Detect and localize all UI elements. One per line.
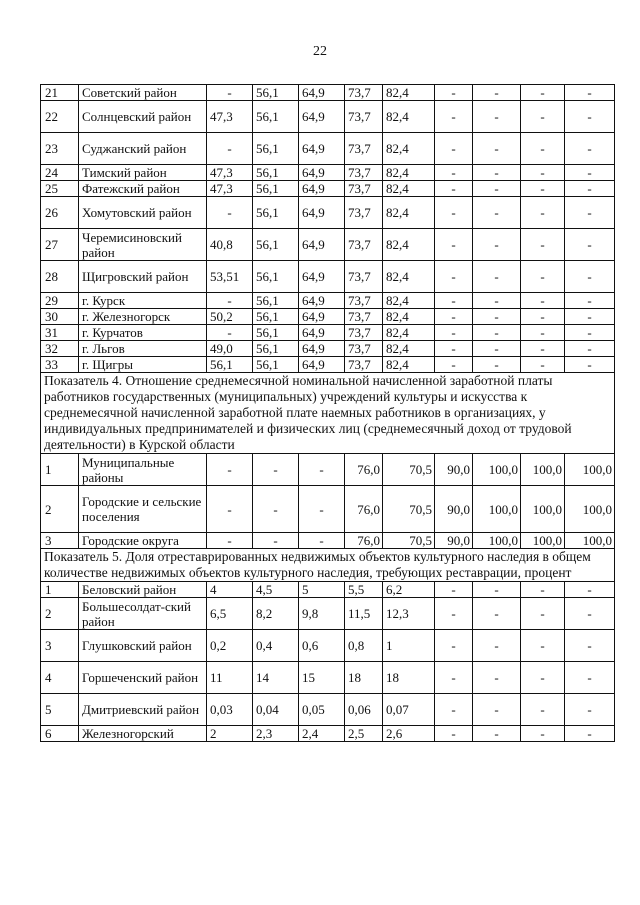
row-value: -	[565, 85, 615, 101]
row-value: 50,2	[207, 309, 253, 325]
indicator-title-row	[41, 373, 615, 454]
row-value: -	[435, 630, 473, 662]
row-value: -	[207, 454, 253, 486]
row-value: 0,06	[345, 694, 383, 726]
row-value: 100,0	[521, 533, 565, 549]
row-value: 11,5	[345, 598, 383, 630]
row-value: 73,7	[345, 165, 383, 181]
row-value: -	[565, 726, 615, 742]
row-value: -	[521, 341, 565, 357]
row-value: 9,8	[299, 598, 345, 630]
row-value: -	[473, 229, 521, 261]
row-value: 70,5	[383, 486, 435, 533]
row-value: -	[521, 357, 565, 373]
row-number: 4	[41, 662, 79, 694]
row-value: 0,6	[299, 630, 345, 662]
row-value: 47,3	[207, 165, 253, 181]
row-value: 14	[253, 662, 299, 694]
row-number: 6	[41, 726, 79, 742]
table-row	[41, 181, 615, 197]
row-value: 47,3	[207, 101, 253, 133]
row-value: -	[435, 197, 473, 229]
row-value: -	[435, 85, 473, 101]
row-value: 73,7	[345, 309, 383, 325]
row-value: 82,4	[383, 309, 435, 325]
row-value: 64,9	[299, 165, 345, 181]
row-value: -	[521, 309, 565, 325]
row-value: 56,1	[253, 309, 299, 325]
row-name: Муниципальные районы	[79, 454, 207, 486]
row-number: 22	[41, 101, 79, 133]
row-value: -	[435, 309, 473, 325]
row-value: 56,1	[253, 85, 299, 101]
row-value: 11	[207, 662, 253, 694]
row-value: -	[521, 197, 565, 229]
row-name: Большесолдат-ский район	[79, 598, 207, 630]
row-value: 56,1	[253, 341, 299, 357]
row-value: 73,7	[345, 181, 383, 197]
row-value: 53,51	[207, 261, 253, 293]
row-value: -	[521, 582, 565, 598]
row-value: 82,4	[383, 181, 435, 197]
row-value: 4	[207, 582, 253, 598]
row-value: 64,9	[299, 85, 345, 101]
row-value: 0,8	[345, 630, 383, 662]
row-value: -	[435, 261, 473, 293]
row-value: 64,9	[299, 101, 345, 133]
row-value: -	[207, 486, 253, 533]
row-value: 56,1	[253, 261, 299, 293]
row-value: 76,0	[345, 454, 383, 486]
row-value: 2,4	[299, 726, 345, 742]
row-value: 73,7	[345, 357, 383, 373]
row-value: -	[435, 341, 473, 357]
row-value: -	[473, 357, 521, 373]
table-row	[41, 229, 615, 261]
row-value: 64,9	[299, 341, 345, 357]
row-value: 100,0	[565, 533, 615, 549]
row-value: -	[473, 181, 521, 197]
table-row	[41, 341, 615, 357]
row-value: 56,1	[253, 325, 299, 341]
row-value: 82,4	[383, 197, 435, 229]
row-value: -	[435, 101, 473, 133]
row-value: 6,5	[207, 598, 253, 630]
row-value: -	[435, 662, 473, 694]
row-number: 21	[41, 85, 79, 101]
row-value: -	[435, 726, 473, 742]
row-number: 31	[41, 325, 79, 341]
row-name: Дмитриевский район	[79, 694, 207, 726]
table-row	[41, 598, 615, 630]
table-row	[41, 486, 615, 533]
row-value: 64,9	[299, 357, 345, 373]
table-row	[41, 582, 615, 598]
row-value: -	[521, 598, 565, 630]
row-value: 82,4	[383, 165, 435, 181]
row-value: -	[521, 229, 565, 261]
row-value: 56,1	[207, 357, 253, 373]
row-value: 2,5	[345, 726, 383, 742]
row-value: -	[565, 582, 615, 598]
row-value: -	[207, 533, 253, 549]
row-value: -	[565, 662, 615, 694]
row-value: -	[207, 293, 253, 309]
table-row	[41, 309, 615, 325]
row-value: -	[435, 582, 473, 598]
row-value: 2,3	[253, 726, 299, 742]
row-name: Городские округа	[79, 533, 207, 549]
row-value: 2,6	[383, 726, 435, 742]
row-value: -	[207, 197, 253, 229]
row-value: 49,0	[207, 341, 253, 357]
row-value: -	[435, 133, 473, 165]
row-value: -	[473, 261, 521, 293]
row-value: 100,0	[521, 486, 565, 533]
row-value: 0,07	[383, 694, 435, 726]
row-value: -	[565, 101, 615, 133]
row-value: 56,1	[253, 165, 299, 181]
table-row	[41, 630, 615, 662]
row-value: 56,1	[253, 181, 299, 197]
row-value: 8,2	[253, 598, 299, 630]
indicators-table	[40, 84, 615, 742]
row-value: 0,2	[207, 630, 253, 662]
row-value: 73,7	[345, 261, 383, 293]
row-value: -	[565, 309, 615, 325]
row-value: -	[299, 454, 345, 486]
row-value: -	[521, 133, 565, 165]
row-value: 70,5	[383, 533, 435, 549]
row-value: 100,0	[473, 533, 521, 549]
row-value: 40,8	[207, 229, 253, 261]
row-value: -	[435, 325, 473, 341]
indicator-title: Показатель 5. Доля отреставрированных недвижимых объектов культурного наследия в общем количестве недвижимых объектов культурного наследия, требующих реставрации, процент	[41, 549, 615, 582]
row-value: -	[473, 341, 521, 357]
table-row	[41, 454, 615, 486]
row-value: 56,1	[253, 101, 299, 133]
table-row	[41, 85, 615, 101]
row-value: -	[473, 85, 521, 101]
row-value: -	[473, 197, 521, 229]
row-value: 82,4	[383, 325, 435, 341]
row-value: 76,0	[345, 533, 383, 549]
row-value: 64,9	[299, 309, 345, 325]
row-value: 15	[299, 662, 345, 694]
row-value: 82,4	[383, 133, 435, 165]
table-row	[41, 101, 615, 133]
row-value: -	[565, 598, 615, 630]
row-number: 23	[41, 133, 79, 165]
row-value: 82,4	[383, 261, 435, 293]
row-value: -	[253, 486, 299, 533]
row-value: -	[435, 293, 473, 309]
row-value: 73,7	[345, 197, 383, 229]
row-value: 82,4	[383, 293, 435, 309]
row-value: 64,9	[299, 293, 345, 309]
row-value: -	[299, 486, 345, 533]
row-value: -	[435, 229, 473, 261]
row-value: -	[565, 197, 615, 229]
row-value: 73,7	[345, 229, 383, 261]
row-name: Горшеченский район	[79, 662, 207, 694]
row-value: 64,9	[299, 229, 345, 261]
row-value: -	[521, 261, 565, 293]
row-value: -	[565, 694, 615, 726]
table-row	[41, 261, 615, 293]
row-value: -	[521, 293, 565, 309]
row-number: 25	[41, 181, 79, 197]
row-value: 70,5	[383, 454, 435, 486]
row-value: 82,4	[383, 357, 435, 373]
row-value: -	[473, 582, 521, 598]
row-name: Тимский район	[79, 165, 207, 181]
row-value: -	[565, 165, 615, 181]
row-value: -	[521, 101, 565, 133]
row-value: 0,4	[253, 630, 299, 662]
row-number: 24	[41, 165, 79, 181]
row-value: -	[521, 662, 565, 694]
row-value: -	[521, 694, 565, 726]
row-value: -	[473, 630, 521, 662]
row-value: -	[435, 357, 473, 373]
row-value: -	[299, 533, 345, 549]
row-value: -	[473, 133, 521, 165]
table-row	[41, 726, 615, 742]
row-value: -	[473, 325, 521, 341]
row-value: 64,9	[299, 181, 345, 197]
row-number: 29	[41, 293, 79, 309]
row-number: 27	[41, 229, 79, 261]
row-value: 100,0	[473, 454, 521, 486]
row-value: -	[521, 726, 565, 742]
row-name: Солнцевский район	[79, 101, 207, 133]
row-value: 0,04	[253, 694, 299, 726]
row-number: 3	[41, 630, 79, 662]
row-value: -	[435, 598, 473, 630]
row-number: 30	[41, 309, 79, 325]
row-value: -	[565, 261, 615, 293]
row-value: 73,7	[345, 341, 383, 357]
row-value: -	[565, 341, 615, 357]
row-value: -	[565, 325, 615, 341]
row-value: -	[473, 101, 521, 133]
row-number: 26	[41, 197, 79, 229]
row-value: 90,0	[435, 454, 473, 486]
row-number: 3	[41, 533, 79, 549]
row-value: -	[565, 357, 615, 373]
row-value: -	[207, 133, 253, 165]
row-value: 82,4	[383, 101, 435, 133]
table-row	[41, 293, 615, 309]
row-value: 90,0	[435, 486, 473, 533]
row-name: Фатежский район	[79, 181, 207, 197]
row-value: -	[435, 694, 473, 726]
row-value: 82,4	[383, 85, 435, 101]
row-value: 47,3	[207, 181, 253, 197]
row-value: 100,0	[521, 454, 565, 486]
row-name: Щигровский район	[79, 261, 207, 293]
table-row	[41, 133, 615, 165]
row-value: -	[435, 165, 473, 181]
row-value: 18	[383, 662, 435, 694]
row-name: г. Щигры	[79, 357, 207, 373]
row-value: -	[473, 598, 521, 630]
row-value: -	[207, 325, 253, 341]
row-name: г. Курск	[79, 293, 207, 309]
row-value: 5	[299, 582, 345, 598]
row-number: 28	[41, 261, 79, 293]
row-value: -	[521, 181, 565, 197]
row-value: 18	[345, 662, 383, 694]
row-value: 100,0	[565, 486, 615, 533]
row-value: -	[521, 165, 565, 181]
row-value: 1	[383, 630, 435, 662]
row-value: -	[565, 181, 615, 197]
row-name: г. Курчатов	[79, 325, 207, 341]
row-value: -	[521, 630, 565, 662]
row-value: -	[521, 85, 565, 101]
row-value: 73,7	[345, 325, 383, 341]
indicator-title-row	[41, 549, 615, 582]
row-value: 12,3	[383, 598, 435, 630]
row-number: 32	[41, 341, 79, 357]
row-value: 0,03	[207, 694, 253, 726]
row-name: Городские и сельские поселения	[79, 486, 207, 533]
row-value: -	[473, 662, 521, 694]
row-value: 100,0	[473, 486, 521, 533]
row-value: 64,9	[299, 325, 345, 341]
row-value: -	[565, 133, 615, 165]
row-value: -	[253, 454, 299, 486]
row-name: Глушковский район	[79, 630, 207, 662]
page-number: 22	[313, 44, 327, 59]
row-value: 6,2	[383, 582, 435, 598]
row-value: -	[435, 181, 473, 197]
row-value: 2	[207, 726, 253, 742]
table-row	[41, 694, 615, 726]
row-value: 64,9	[299, 133, 345, 165]
row-value: 76,0	[345, 486, 383, 533]
row-number: 1	[41, 454, 79, 486]
row-value: 56,1	[253, 229, 299, 261]
row-value: 4,5	[253, 582, 299, 598]
indicator-title: Показатель 4. Отношение среднемесячной номинальной начисленной заработной платы работников государственных (муниципальных) учреждений культуры и искусства к среднемесячной начисленной заработной плате наемных работников в организациях, у индивидуальных предпринимателей и физических лиц (среднемесячный доход от трудовой деятельности) в Курской области	[41, 373, 615, 454]
table-row	[41, 165, 615, 181]
row-value: -	[253, 533, 299, 549]
row-name: Суджанский район	[79, 133, 207, 165]
row-name: Черемисиновский район	[79, 229, 207, 261]
table-row	[41, 533, 615, 549]
table-row	[41, 325, 615, 341]
row-name: Железногорский	[79, 726, 207, 742]
row-value: 100,0	[565, 454, 615, 486]
row-value: 56,1	[253, 293, 299, 309]
row-value: -	[521, 325, 565, 341]
row-name: Хомутовский район	[79, 197, 207, 229]
table-row	[41, 197, 615, 229]
row-number: 33	[41, 357, 79, 373]
row-value: -	[207, 85, 253, 101]
row-number: 1	[41, 582, 79, 598]
row-value: 64,9	[299, 261, 345, 293]
row-value: 56,1	[253, 133, 299, 165]
row-value: -	[473, 694, 521, 726]
row-name: Беловский район	[79, 582, 207, 598]
row-value: -	[565, 630, 615, 662]
row-value: -	[565, 293, 615, 309]
table-row	[41, 662, 615, 694]
row-value: -	[473, 309, 521, 325]
row-value: 73,7	[345, 85, 383, 101]
row-number: 2	[41, 598, 79, 630]
table-row	[41, 357, 615, 373]
row-value: 56,1	[253, 197, 299, 229]
row-value: 73,7	[345, 101, 383, 133]
row-name: Советский район	[79, 85, 207, 101]
row-value: 0,05	[299, 694, 345, 726]
row-value: -	[473, 726, 521, 742]
row-value: 73,7	[345, 133, 383, 165]
row-value: -	[473, 165, 521, 181]
row-value: 56,1	[253, 357, 299, 373]
row-value: 90,0	[435, 533, 473, 549]
row-number: 2	[41, 486, 79, 533]
row-value: 82,4	[383, 341, 435, 357]
row-name: г. Льгов	[79, 341, 207, 357]
row-value: -	[565, 229, 615, 261]
row-value: 82,4	[383, 229, 435, 261]
row-value: 73,7	[345, 293, 383, 309]
row-value: -	[473, 293, 521, 309]
row-name: г. Железногорск	[79, 309, 207, 325]
row-value: 5,5	[345, 582, 383, 598]
row-value: 64,9	[299, 197, 345, 229]
row-number: 5	[41, 694, 79, 726]
